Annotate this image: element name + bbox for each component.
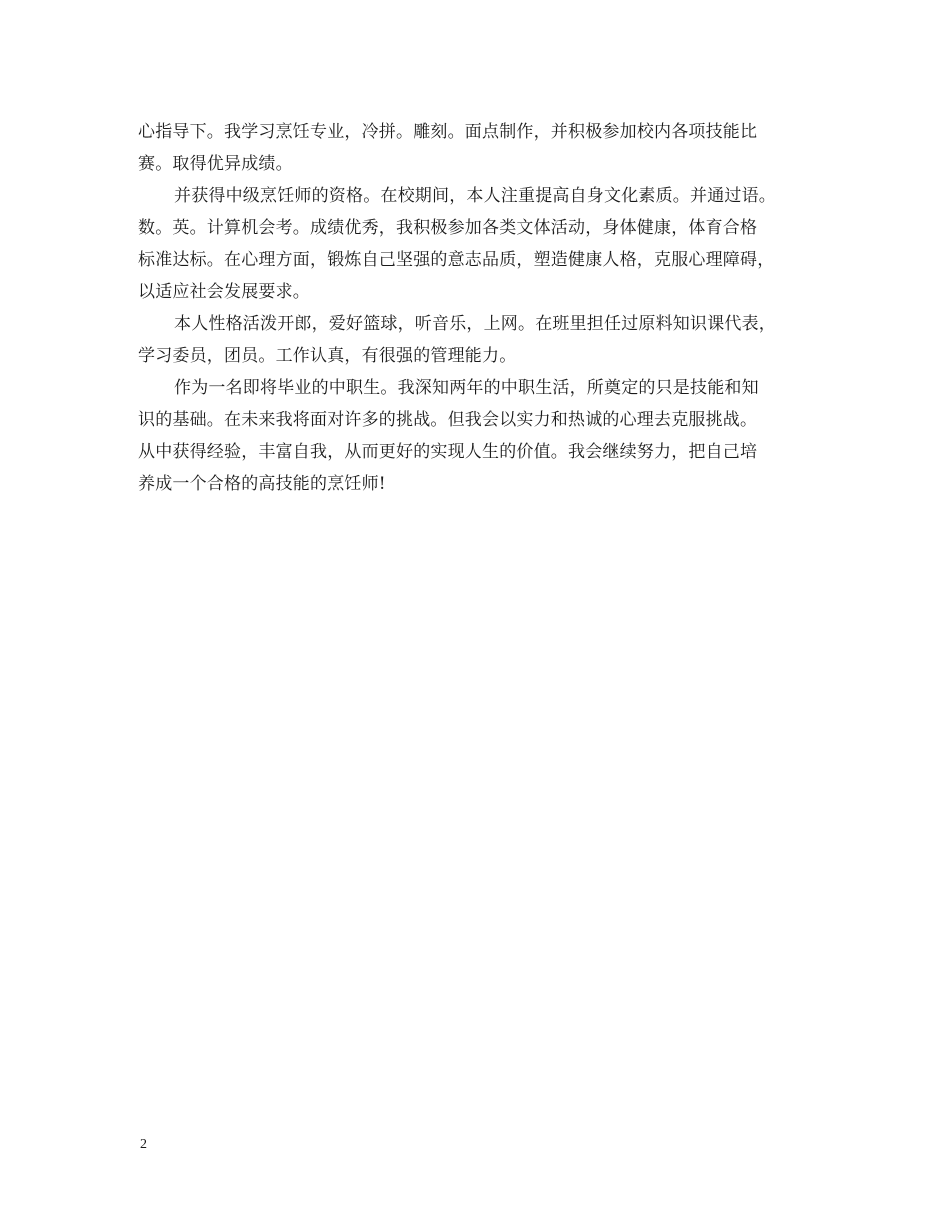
text-line: 学习委员，团员。工作认真，有很强的管理能力。 bbox=[138, 346, 517, 366]
text-line: 赛。取得优异成绩。 bbox=[138, 154, 293, 174]
text-line: 养成一个合格的高技能的烹饪师! bbox=[138, 474, 386, 494]
text-line: 数。英。计算机会考。成绩优秀，我积极参加各类文体活动，身体健康，体育合格 bbox=[138, 218, 758, 238]
text-line: 作为一名即将毕业的中职生。我深知两年的中职生活，所奠定的只是技能和知 bbox=[174, 378, 759, 398]
text-line: 从中获得经验，丰富自我，从而更好的实现人生的价值。我会继续努力，把自己培 bbox=[138, 442, 758, 462]
body-text bbox=[138, 116, 838, 500]
text-line: 本人性格活泼开郎，爱好篮球，听音乐，上网。在班里担任过原料知识课代表， bbox=[174, 314, 776, 334]
text-line: 心指导下。我学习烹饪专业，冷拼。雕刻。面点制作，并积极参加校内各项技能比 bbox=[138, 122, 758, 142]
page-number: 2 bbox=[140, 1137, 147, 1152]
text-line: 标准达标。在心理方面，锻炼自己坚强的意志品质，塑造健康人格，克服心理障碍， bbox=[138, 250, 775, 270]
text-line: 识的基础。在未来我将面对许多的挑战。但我会以实力和热诚的心理去克服挑战。 bbox=[138, 410, 758, 430]
text-line: 并获得中级烹饪师的资格。在校期间，本人注重提高自身文化素质。并通过语。 bbox=[174, 186, 776, 206]
text-line: 以适应社会发展要求。 bbox=[138, 282, 310, 302]
